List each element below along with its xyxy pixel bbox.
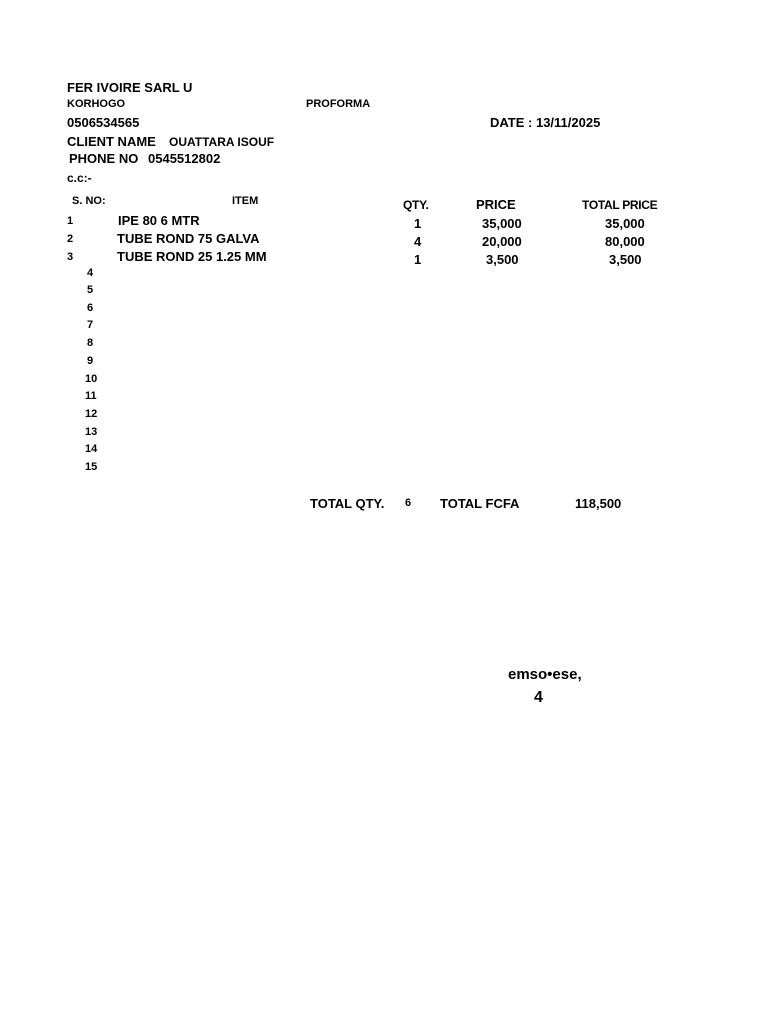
- row-qty: 4: [414, 234, 422, 249]
- empty-row-number: 7: [87, 319, 94, 331]
- row-total: 80,000: [605, 234, 645, 249]
- signature-mark: 4: [534, 689, 543, 706]
- row-item: TUBE ROND 75 GALVA: [117, 231, 260, 246]
- client-name-label: CLIENT NAME: [67, 134, 156, 149]
- empty-row-number: 13: [85, 426, 98, 438]
- total-qty-value: 6: [405, 497, 412, 509]
- empty-row-number: 9: [87, 355, 94, 367]
- client-phone: 0545512802: [148, 151, 221, 166]
- company-city: KORHOGO: [67, 98, 126, 110]
- row-price: 35,000: [482, 216, 522, 231]
- client-name: OUATTARA ISOUF: [169, 135, 275, 149]
- column-header-sno: S. NO:: [72, 195, 106, 207]
- column-header-total-price: TOTAL PRICE: [582, 198, 658, 212]
- total-fcfa-value: 118,500: [575, 496, 622, 511]
- row-item: TUBE ROND 25 1.25 MM: [117, 249, 267, 264]
- row-sno: 2: [67, 233, 74, 245]
- row-price: 3,500: [486, 252, 519, 267]
- company-name: FER IVOIRE SARL U: [67, 80, 193, 95]
- column-header-qty: QTY.: [403, 198, 429, 212]
- row-price: 20,000: [482, 234, 522, 249]
- empty-row-number: 5: [87, 284, 94, 296]
- total-fcfa-label: TOTAL FCFA: [440, 496, 520, 511]
- signature-text: emso•ese,: [508, 666, 582, 683]
- empty-row-number: 12: [85, 408, 98, 420]
- column-header-price: PRICE: [476, 197, 516, 212]
- document-type: PROFORMA: [306, 98, 371, 110]
- empty-row-number: 4: [87, 267, 94, 279]
- empty-row-number: 8: [87, 337, 94, 349]
- invoice-date: DATE : 13/11/2025: [490, 115, 601, 130]
- empty-row-number: 14: [85, 443, 98, 455]
- total-qty-label: TOTAL QTY.: [310, 496, 385, 511]
- row-item: IPE 80 6 MTR: [118, 213, 200, 228]
- company-phone: 0506534565: [67, 115, 140, 130]
- client-phone-label: PHONE NO: [69, 151, 139, 166]
- empty-row-number: 15: [85, 461, 98, 473]
- empty-row-number: 11: [85, 390, 97, 402]
- cc-label: c.c:-: [67, 171, 92, 185]
- column-header-item: ITEM: [232, 195, 259, 207]
- row-qty: 1: [414, 252, 422, 267]
- empty-row-number: 10: [85, 373, 98, 385]
- row-total: 35,000: [605, 216, 645, 231]
- row-sno: 3: [67, 251, 74, 263]
- row-qty: 1: [414, 216, 422, 231]
- row-sno: 1: [67, 215, 74, 227]
- empty-row-number: 6: [87, 302, 94, 314]
- row-total: 3,500: [609, 252, 642, 267]
